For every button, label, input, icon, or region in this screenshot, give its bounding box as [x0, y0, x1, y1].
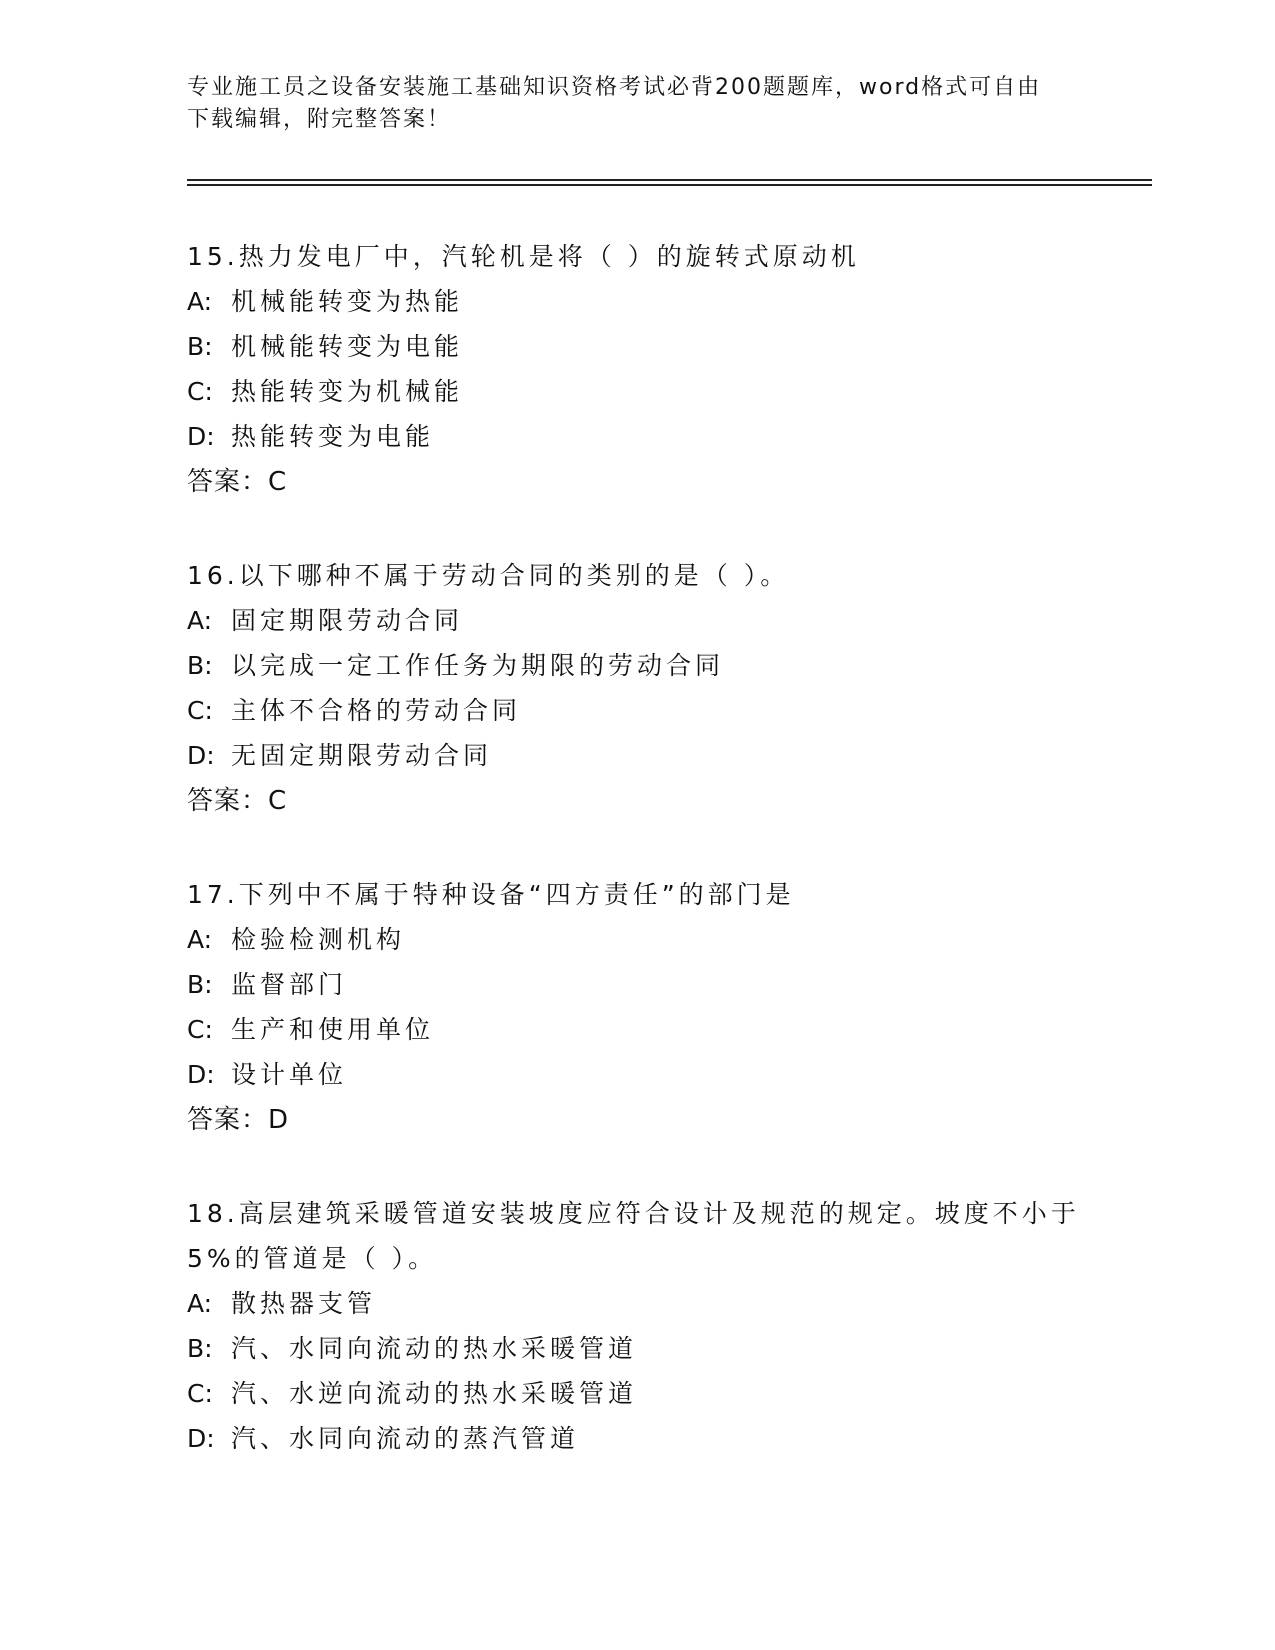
- option-letter: C:: [187, 1379, 213, 1408]
- option-a: [187, 1281, 1087, 1326]
- option-c: [187, 369, 1087, 414]
- question-stem: 15.热力发电厂中，汽轮机是将（ ）的旋转式原动机: [187, 242, 860, 271]
- option-letter: C:: [187, 696, 213, 725]
- option-letter: A:: [187, 606, 213, 635]
- option-letter: D:: [187, 741, 215, 770]
- option-text: 热能转变为机械能: [231, 377, 464, 406]
- option-letter: A:: [187, 287, 213, 316]
- option-text: 热能转变为电能: [231, 422, 435, 451]
- option-text: 汽、水同向流动的热水采暖管道: [231, 1334, 638, 1363]
- option-b: [187, 324, 1087, 369]
- question-block: [187, 234, 1087, 505]
- option-text: 无固定期限劳动合同: [231, 741, 493, 770]
- option-c: [187, 1371, 1087, 1416]
- option-text: 主体不合格的劳动合同: [231, 696, 522, 725]
- header-line-1: 专业施工员之设备安装施工基础知识资格考试必背200题题库，word格式可自由: [187, 75, 1042, 100]
- option-letter: B:: [187, 332, 213, 361]
- question-stem: 16.以下哪种不属于劳动合同的类别的是（ ）。: [187, 561, 790, 590]
- option-letter: B:: [187, 651, 213, 680]
- question-stem-line-2: 5%的管道是（ ）。: [187, 1244, 438, 1273]
- option-letter: D:: [187, 1060, 215, 1089]
- option-letter: A:: [187, 1289, 213, 1318]
- option-text: 散热器支管: [231, 1289, 377, 1318]
- option-d: [187, 414, 1087, 459]
- header-line-2: 下载编辑，附完整答案！: [187, 107, 452, 132]
- option-a: [187, 279, 1087, 324]
- option-text: 监督部门: [231, 970, 348, 999]
- option-d: [187, 1052, 1087, 1097]
- option-letter: B:: [187, 970, 213, 999]
- option-text: 检验检测机构: [231, 925, 406, 954]
- question-block: [187, 872, 1087, 1143]
- question-stem-line-1: 18.高层建筑采暖管道安装坡度应符合设计及规范的规定。坡度不小于: [187, 1199, 1080, 1228]
- option-text: 固定期限劳动合同: [231, 606, 464, 635]
- option-c: [187, 1007, 1087, 1052]
- option-letter: C:: [187, 377, 213, 406]
- option-b: [187, 1326, 1087, 1371]
- option-text: 设计单位: [231, 1060, 348, 1089]
- option-letter: A:: [187, 925, 213, 954]
- header-divider-top: [187, 179, 1152, 181]
- option-b: [187, 962, 1087, 1007]
- option-text: 汽、水同向流动的蒸汽管道: [231, 1424, 580, 1453]
- option-text: 以完成一定工作任务为期限的劳动合同: [231, 651, 725, 680]
- answer-line: 答案：C: [187, 467, 288, 497]
- option-a: [187, 598, 1087, 643]
- question-block: [187, 1191, 1087, 1461]
- option-text: 生产和使用单位: [231, 1015, 435, 1044]
- header-divider-bottom: [187, 184, 1152, 186]
- option-letter: B:: [187, 1334, 213, 1363]
- option-text: 机械能转变为电能: [231, 332, 464, 361]
- option-letter: C:: [187, 1015, 213, 1044]
- answer-line: 答案：D: [187, 1105, 290, 1135]
- option-c: [187, 688, 1087, 733]
- document-header: [187, 72, 1067, 136]
- option-text: 汽、水逆向流动的热水采暖管道: [231, 1379, 638, 1408]
- option-a: [187, 917, 1087, 962]
- option-text: 机械能转变为热能: [231, 287, 464, 316]
- option-d: [187, 1416, 1087, 1461]
- option-b: [187, 643, 1087, 688]
- answer-line: 答案：C: [187, 786, 288, 816]
- option-d: [187, 733, 1087, 778]
- option-letter: D:: [187, 422, 215, 451]
- question-stem: 17.下列中不属于特种设备“四方责任”的部门是: [187, 880, 795, 909]
- question-block: [187, 553, 1087, 824]
- option-letter: D:: [187, 1424, 215, 1453]
